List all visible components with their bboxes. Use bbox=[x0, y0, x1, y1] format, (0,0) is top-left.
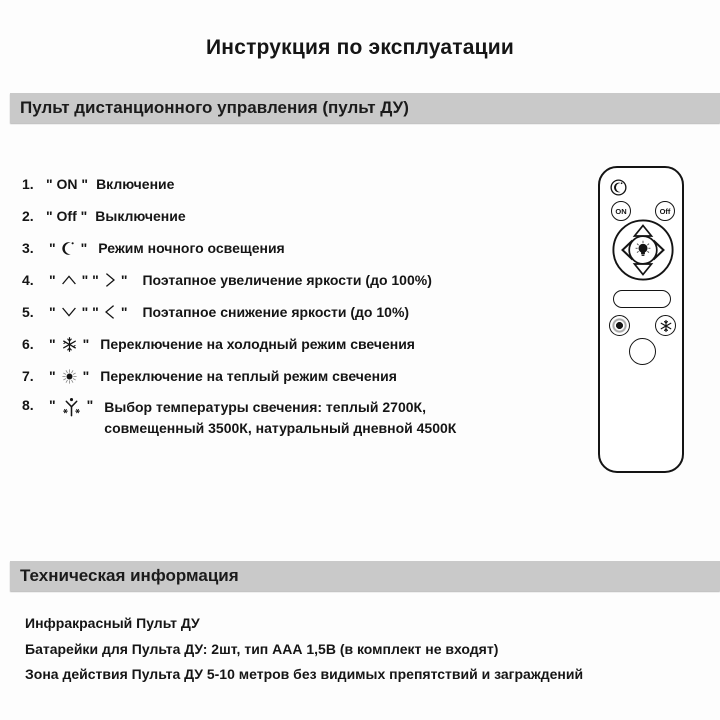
chevron-up-icon bbox=[61, 274, 77, 286]
quote: " " bbox=[81, 272, 99, 288]
item-text-line1: Выбор температуры свечения: теплый 2700К, bbox=[104, 399, 426, 415]
remote-off-button bbox=[655, 201, 675, 221]
quote: " bbox=[82, 336, 90, 352]
item-text: Поэтапное увеличение яркости (до 100%) bbox=[142, 272, 432, 288]
remote-warm-mode-button bbox=[609, 315, 630, 336]
list-item-night-mode bbox=[22, 232, 582, 264]
item-text: Переключение на теплый режим свечения bbox=[100, 368, 397, 384]
instruction-list bbox=[22, 168, 582, 439]
remote-cct-button bbox=[629, 338, 656, 365]
remote-dpad bbox=[612, 219, 674, 281]
list-item-brightness-up bbox=[22, 264, 582, 296]
sun-icon bbox=[61, 368, 78, 385]
section-heading-technical-label: Техническая информация bbox=[20, 566, 239, 585]
section-heading-remote bbox=[10, 93, 720, 123]
quote: " bbox=[80, 240, 88, 256]
item-text: Режим ночного освещения bbox=[98, 240, 285, 256]
list-item-color-temperature bbox=[22, 392, 582, 439]
item-text: Поэтапное снижение яркости (до 10%) bbox=[142, 304, 410, 320]
quote: " bbox=[49, 397, 56, 413]
remote-cold-mode-button bbox=[655, 315, 676, 336]
page-title: Инструкция по эксплуатации bbox=[206, 36, 514, 59]
snowflake-icon bbox=[659, 319, 673, 333]
moon-icon bbox=[61, 241, 76, 256]
item-text-line2: совмещенный 3500К, натуральный дневной 4500К bbox=[104, 420, 457, 436]
technical-info bbox=[25, 611, 583, 688]
on-label-quoted: " ON " bbox=[46, 176, 89, 192]
list-item-off bbox=[22, 200, 582, 232]
remote-night-light-button bbox=[613, 290, 671, 308]
item-number: 7. bbox=[22, 368, 34, 384]
quote: " bbox=[49, 336, 56, 352]
chevron-left-icon bbox=[104, 304, 116, 320]
tech-line-remote-type: Инфракрасный Пульт ДУ bbox=[25, 615, 200, 631]
item-number: 2. bbox=[22, 208, 34, 224]
quote: " bbox=[49, 368, 56, 384]
night-mode-button-icon bbox=[610, 179, 627, 196]
item-text bbox=[104, 397, 574, 439]
quote: " bbox=[86, 397, 94, 413]
snowflake-icon bbox=[61, 336, 78, 353]
chevron-right-icon bbox=[104, 272, 116, 288]
section-heading-technical bbox=[10, 561, 720, 591]
chevron-down-icon bbox=[61, 306, 77, 318]
quote: " bbox=[49, 240, 56, 256]
quote: " bbox=[49, 272, 56, 288]
item-text: Включение bbox=[96, 176, 175, 192]
item-number: 3. bbox=[22, 240, 34, 256]
item-number: 1. bbox=[22, 176, 34, 192]
tech-line-batteries: Батарейки для Пульта ДУ: 2шт, тип ААА 1,5В (в комплект не входят) bbox=[25, 640, 499, 657]
remote-on-button bbox=[611, 201, 631, 221]
quote: " bbox=[49, 304, 56, 320]
list-item-on bbox=[22, 168, 582, 200]
item-number: 5. bbox=[22, 304, 34, 320]
section-heading-remote-label: Пульт дистанционного управления (пульт ДУ) bbox=[20, 98, 409, 117]
item-number: 8. bbox=[22, 397, 34, 413]
list-item-warm-mode bbox=[22, 360, 582, 392]
item-text: Выключение bbox=[95, 208, 186, 224]
quote: " bbox=[82, 368, 90, 384]
off-label-quoted: " Off " bbox=[46, 208, 88, 224]
list-item-brightness-down bbox=[22, 296, 582, 328]
remote-on-label: ON bbox=[615, 206, 627, 216]
quote: " " bbox=[81, 304, 99, 320]
remote-control-illustration bbox=[598, 166, 684, 473]
color-temperature-icon bbox=[61, 397, 82, 418]
tech-line-range: Зона действия Пульта ДУ 5-10 метров без видимых препятствий и заграждений bbox=[25, 666, 584, 682]
quote: " bbox=[120, 304, 128, 320]
item-number: 6. bbox=[22, 336, 34, 352]
item-number: 4. bbox=[22, 272, 34, 288]
item-text: Переключение на холодный режим свечения bbox=[100, 336, 415, 352]
quote: " bbox=[120, 272, 128, 288]
list-item-cold-mode bbox=[22, 328, 582, 360]
remote-off-label: Off bbox=[659, 206, 671, 216]
